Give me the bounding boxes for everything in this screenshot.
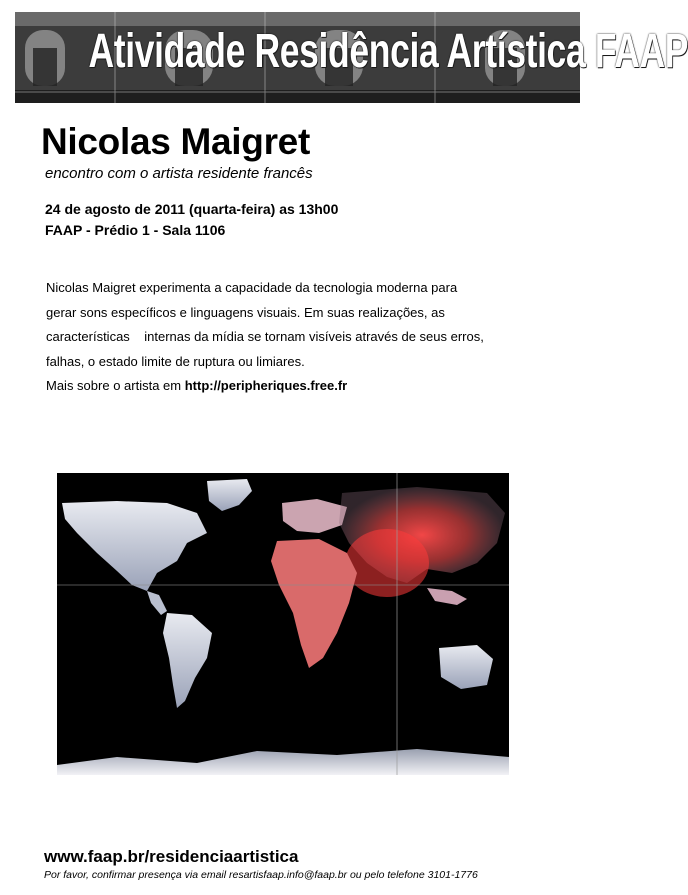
artist-subtitle: encontro com o artista residente francês [45,165,313,182]
event-location: FAAP - Prédio 1 - Sala 1106 [45,222,226,238]
artist-description [46,278,566,401]
more-info-label: Mais sobre o artista em [46,378,185,393]
description-line: gerar sons específicos e linguagens visuais. Em suas realizações, as [46,304,445,320]
artist-name: Nicolas Maigret [41,121,310,162]
description-line: falhas, o estado limite de ruptura ou limiares. [46,353,305,369]
description-line: características internas da mídia se tornam visíveis através de seus erros, [46,329,484,344]
header-banner [15,12,688,103]
world-map-image [57,473,509,775]
description-line: Nicolas Maigret experimenta a capacidade da tecnologia moderna para [46,280,458,295]
event-website-link[interactable]: www.faap.br/residenciaartistica [44,847,299,866]
artist-website-link[interactable]: http://peripheriques.free.fr [184,378,348,393]
more-info-line [46,376,566,401]
banner-title: Atividade Residência Artística FAAP [88,25,688,78]
world-map-graphic [57,473,509,775]
rsvp-note: Por favor, confirmar presença via email resartisfaap.info@faap.br ou pelo telefone 3101-1776 [44,869,478,881]
event-date: 24 de agosto de 2011 (quarta-feira) as 13h00 [45,201,339,217]
